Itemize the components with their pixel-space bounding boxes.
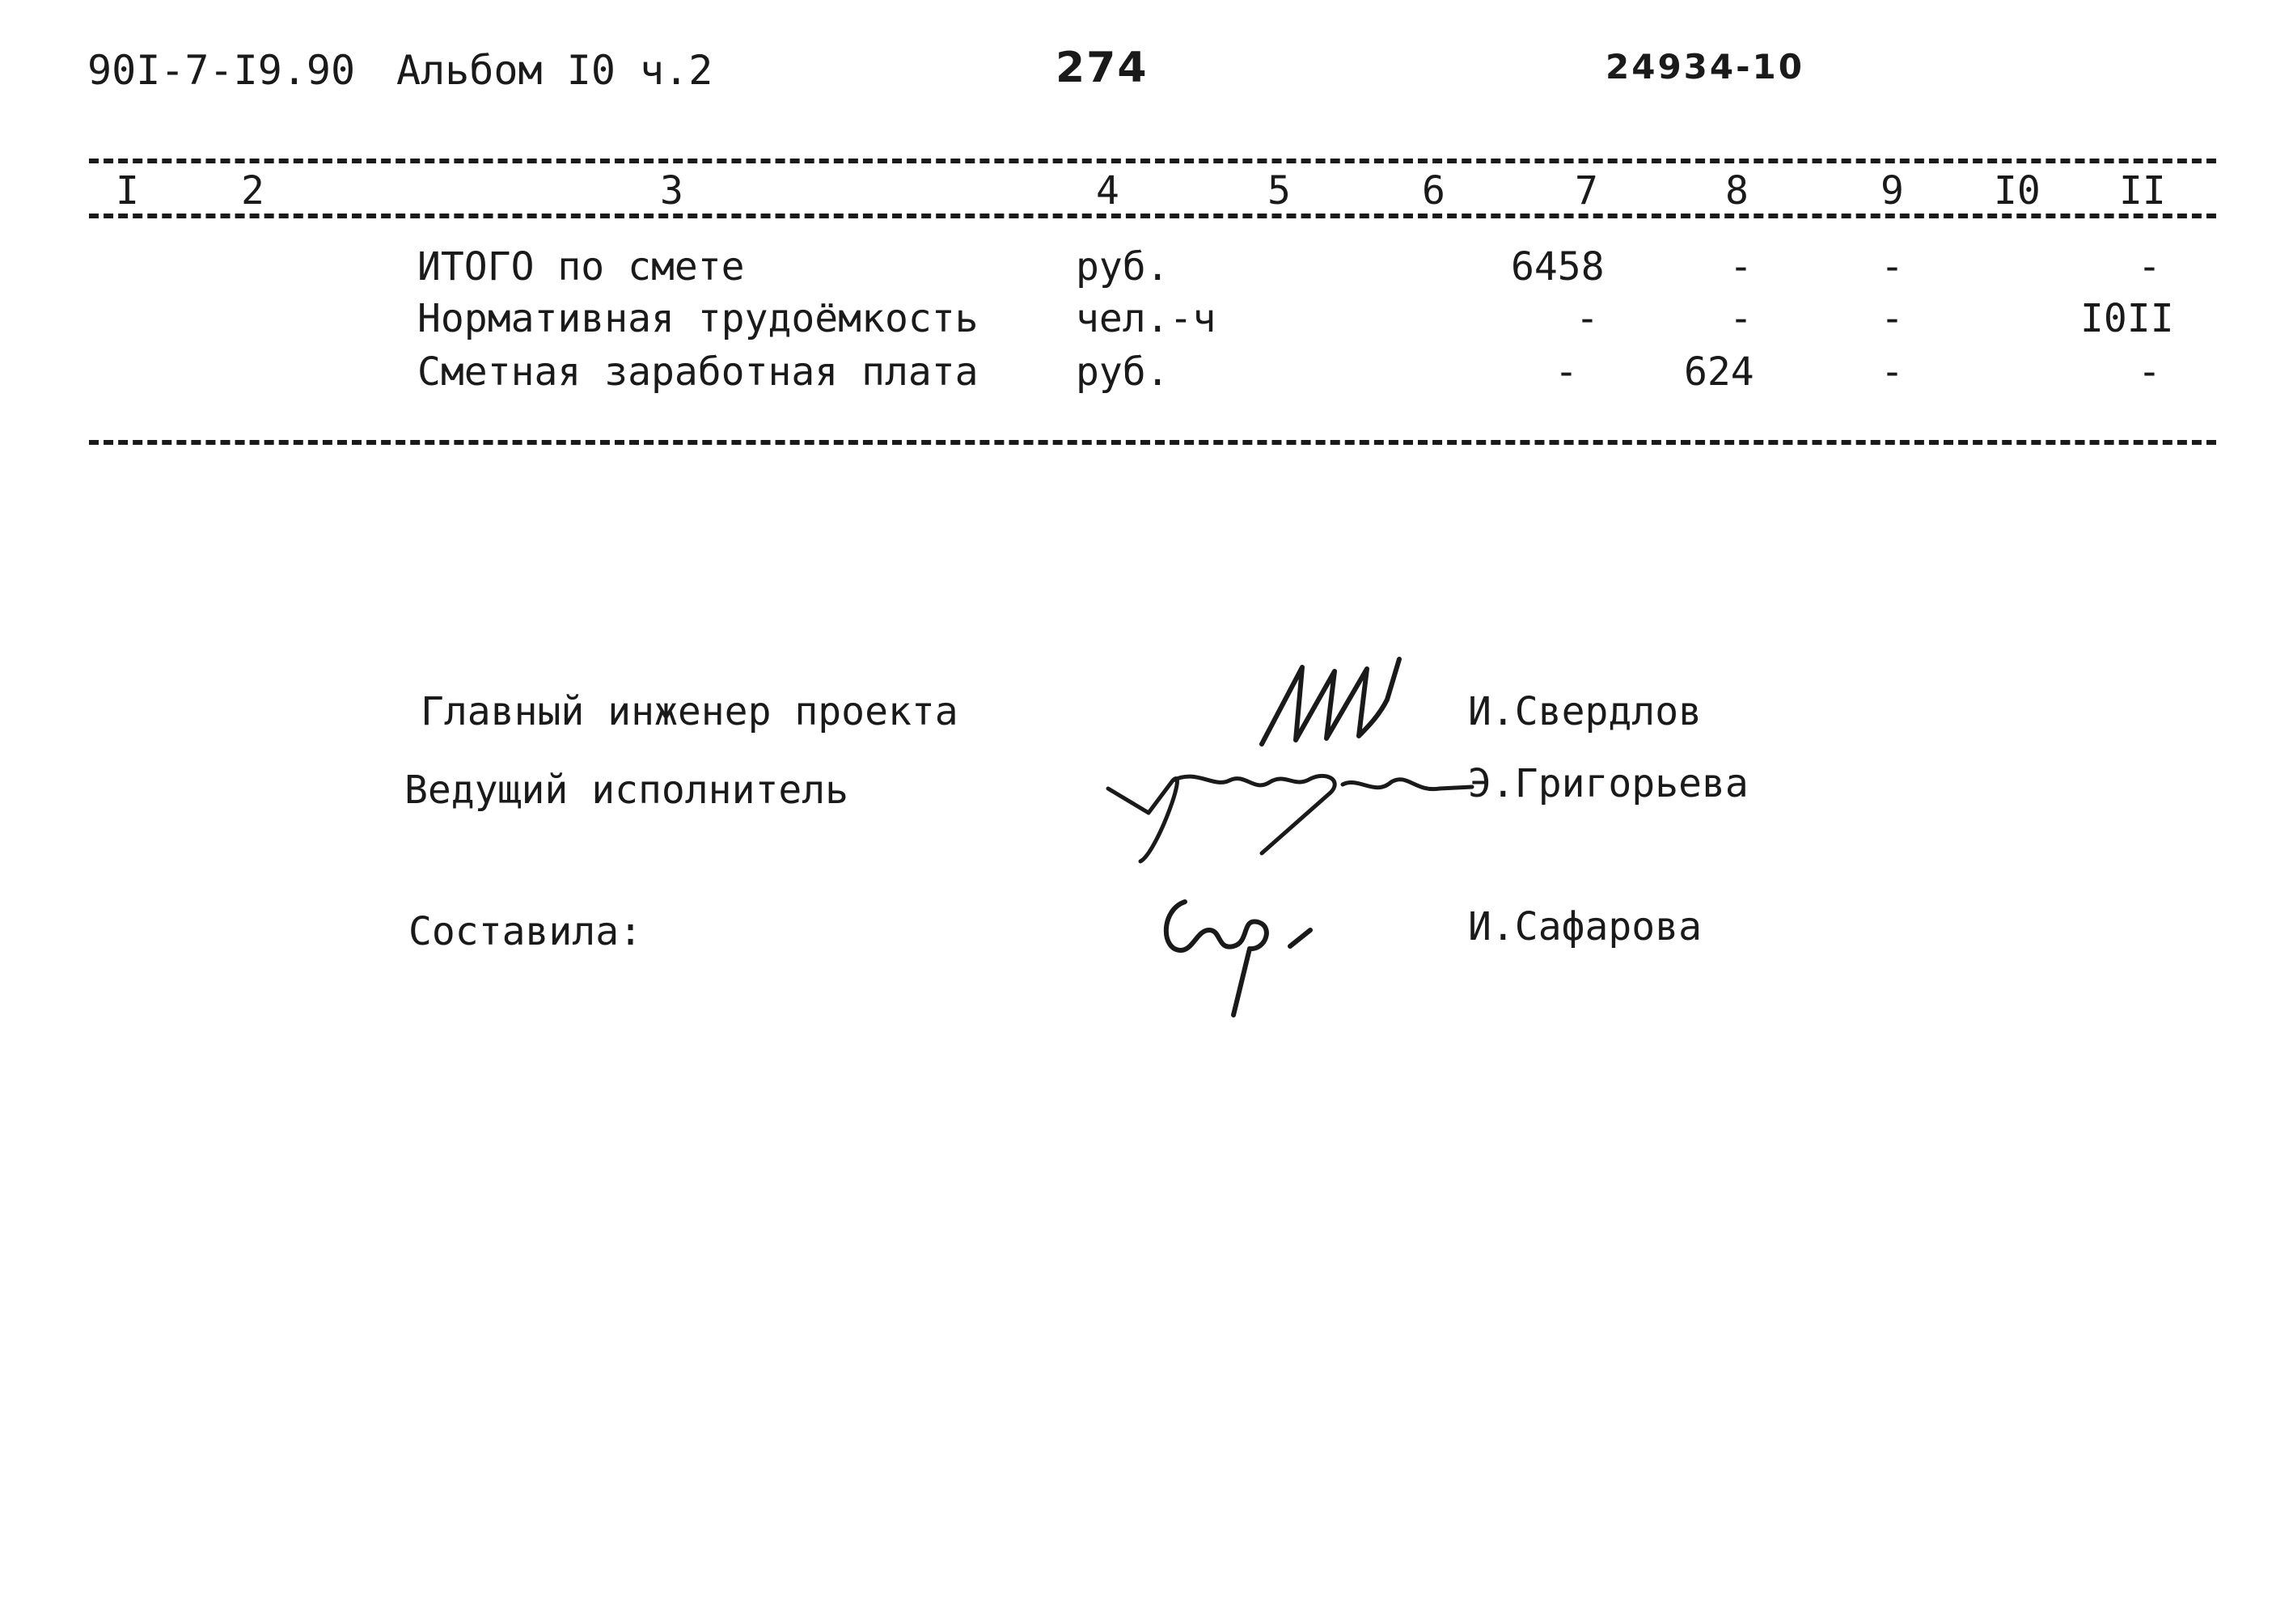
row-labor-unit: чел.-ч — [1076, 296, 1216, 341]
row-wage-col9: - — [1881, 349, 1904, 395]
row-labor-col7: - — [1576, 296, 1599, 341]
row-total-col8: - — [1729, 244, 1753, 290]
row-wage-col11: - — [2138, 349, 2161, 395]
row-labor-col11: I0II — [2080, 296, 2174, 341]
row-total-col7: 6458 — [1511, 244, 1605, 290]
inventory-number: 24934-10 — [1606, 47, 1804, 87]
column-header-11: II — [2119, 168, 2166, 214]
table-top-rule — [89, 159, 2216, 163]
album-label: Альбом I0 ч.2 — [396, 47, 713, 94]
column-header-1: I — [116, 168, 139, 214]
signature-role-compiled-by: Составила: — [408, 909, 642, 954]
column-header-7: 7 — [1575, 168, 1598, 214]
row-labor-name: Нормативная трудоёмкость — [417, 296, 979, 341]
column-header-4: 4 — [1096, 168, 1119, 214]
row-labor-col8: - — [1729, 296, 1753, 341]
row-labor-col9: - — [1881, 296, 1904, 341]
signature-name-safarova: И.Сафарова — [1468, 904, 1702, 949]
column-header-5: 5 — [1267, 168, 1291, 214]
column-header-10: I0 — [1994, 168, 2041, 214]
row-total-col9: - — [1881, 244, 1904, 290]
column-header-8: 8 — [1725, 168, 1749, 214]
row-total-name: ИТОГО по смете — [417, 244, 745, 290]
page-number: 274 — [1056, 44, 1149, 92]
row-wage-col8: 624 — [1684, 349, 1754, 395]
column-header-6: 6 — [1422, 168, 1445, 214]
column-header-3: 3 — [660, 168, 683, 214]
signature-role-lead-executor: Ведущий исполнитель — [404, 768, 849, 813]
row-wage-unit: руб. — [1076, 349, 1170, 395]
table-bottom-rule — [89, 440, 2216, 445]
row-total-col11: - — [2138, 244, 2161, 290]
row-wage-name: Сметная заработная плата — [417, 349, 979, 395]
signature-grigorieva-handwriting — [1100, 732, 1480, 878]
column-header-2: 2 — [241, 168, 264, 214]
signature-role-chief-engineer: Главный инженер проекта — [421, 689, 958, 734]
signature-name-grigorieva: Э.Григорьева — [1468, 761, 1749, 806]
signature-safarova-handwriting — [1144, 886, 1331, 1023]
signature-name-sverdlov: И.Свердлов — [1468, 689, 1702, 734]
column-header-9: 9 — [1881, 168, 1904, 214]
row-total-unit: руб. — [1076, 244, 1170, 290]
row-wage-col7: - — [1555, 349, 1578, 395]
document-code: 90I-7-I9.90 — [87, 47, 356, 94]
header-bottom-rule — [89, 214, 2216, 218]
